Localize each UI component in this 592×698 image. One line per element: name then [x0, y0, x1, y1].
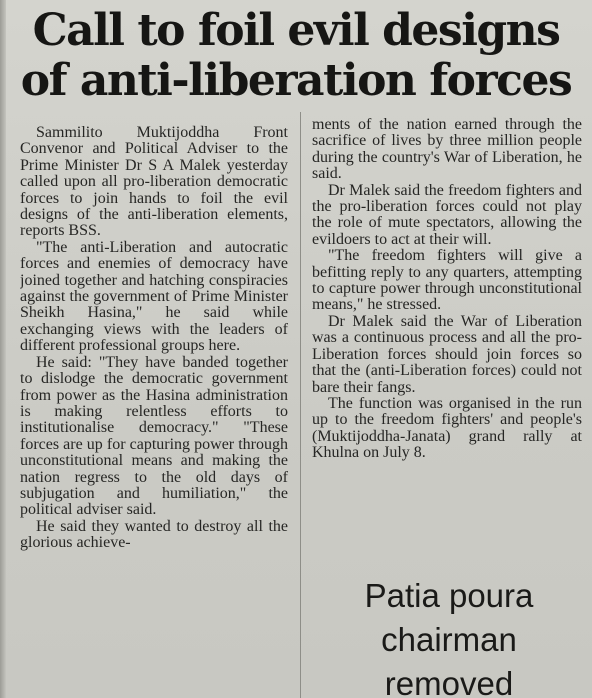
article-column-1	[20, 125, 288, 698]
column1-paragraph: "The anti-Liberation and autocratic forces and enemies of democracy have joined together and hatching conspiracies against the government of Prime Minister Sheikh Hasina," he said while exchanging views with the leaders of different professional groups here.	[20, 238, 288, 355]
column2-paragraph: Dr Malek said the freedom fighters and the pro-liberation forces could not play the role of mute spectators, allowing the evildoers to act at their will.	[312, 181, 582, 248]
next-headline-line-2: chairman	[381, 621, 517, 658]
column2-paragraph: ments of the nation earned through the sacrifice of lives by three million people during the country's War of Liberation, he said.	[312, 117, 582, 183]
column-divider	[300, 112, 301, 698]
column2-paragraph: "The freedom fighters will give a befitting reply to any quarters, attempting to capture power through unconstitutional means," he stressed.	[312, 247, 582, 314]
headline-line-1: Call to foil evil designs	[32, 5, 560, 56]
column1-paragraph: He said they wanted to destroy all the glorious achieve-	[20, 517, 288, 552]
column2-paragraph: Dr Malek said the War of Liberation was a continuous process and all the pro-Liberation forces should join forces so that the (anti-Liberation forces) could not bare their fangs.	[312, 312, 582, 396]
next-headline-line-3: removed	[384, 665, 514, 698]
column1-paragraph: He said: "They have banded together to dislodge the democratic government from power as the Hasina administration is making relentless efforts to institutionalise democracy." "These forces are up for capturing power through unconstitutional means and making the nation regress to the old days of subjugation and humiliation," the political adviser said.	[20, 353, 288, 519]
article-headline	[0, 6, 592, 106]
column2-paragraph: The function was organised in the run up to the freedom fighters' and people's (Muktijoddha-Janata) grand rally at Khulna on July 8.	[312, 394, 582, 462]
next-article-headline	[315, 574, 583, 698]
next-headline-line-1: Patia poura	[364, 577, 534, 614]
article-column-2	[312, 117, 582, 472]
headline-line-2: of anti-liberation forces	[20, 55, 572, 106]
column1-paragraph: Sammilito Muktijoddha Front Convenor and Political Adviser to the Prime Minister Dr S A Malek yesterday called upon all pro-liberation democratic forces to join hands to foil the evil designs of the anti-liberation elements, reports BSS.	[20, 125, 288, 240]
